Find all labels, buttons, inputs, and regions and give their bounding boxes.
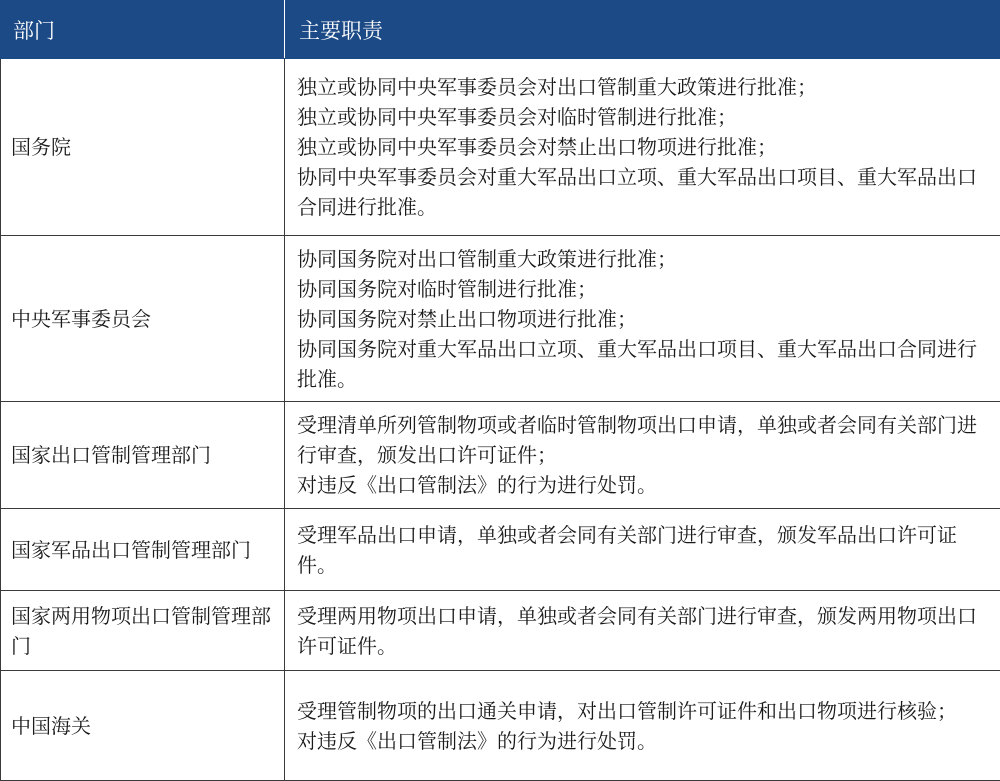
dept-cell: 国家出口管制管理部门 (1, 402, 285, 509)
header-dept: 部门 (1, 1, 285, 59)
duty-line: 独立或协同中央军事委员会对出口管制重大政策进行批准； (297, 72, 990, 102)
duty-line: 受理管制物项的出口通关申请，对出口管制许可证件和出口物项进行核验； (297, 696, 990, 726)
duty-line: 协同国务院对重大军品出口立项、重大军品出口项目、重大军品出口合同进行批准。 (297, 334, 990, 394)
duty-line: 独立或协同中央军事委员会对禁止出口物项进行批准； (297, 132, 990, 162)
table-row (1, 59, 1000, 236)
duty-cell (285, 59, 1000, 236)
dept-cell: 中国海关 (1, 671, 285, 781)
duty-cell (285, 402, 1000, 509)
duty-line: 对违反《出口管制法》的行为进行处罚。 (297, 470, 990, 500)
dept-cell: 中央军事委员会 (1, 236, 285, 402)
duty-line: 独立或协同中央军事委员会对临时管制进行批准； (297, 102, 990, 132)
duty-cell (285, 236, 1000, 402)
duty-line: 协同国务院对禁止出口物项进行批准； (297, 304, 990, 334)
table-row (1, 671, 1000, 781)
table-row (1, 236, 1000, 402)
duty-line: 对违反《出口管制法》的行为进行处罚。 (297, 726, 990, 756)
duty-line: 协同中央军事委员会对重大军品出口立项、重大军品出口项目、重大军品出口合同进行批准。 (297, 162, 990, 222)
dept-cell: 国家军品出口管制管理部门 (1, 509, 285, 591)
duty-cell (285, 591, 1000, 671)
table-row (1, 591, 1000, 671)
duty-cell (285, 671, 1000, 781)
header-duty: 主要职责 (285, 1, 1000, 59)
dept-cell: 国家两用物项出口管制管理部门 (1, 591, 285, 671)
duty-line: 协同国务院对临时管制进行批准； (297, 274, 990, 304)
duty-line: 受理军品出口申请，单独或者会同有关部门进行审查，颁发军品出口许可证件。 (297, 520, 990, 580)
table-row (1, 402, 1000, 509)
duty-line: 受理清单所列管制物项或者临时管制物项出口申请，单独或者会同有关部门进行审查，颁发出口许可证件； (297, 410, 990, 470)
duty-line: 受理两用物项出口申请，单独或者会同有关部门进行审查，颁发两用物项出口许可证件。 (297, 601, 990, 661)
duty-line: 协同国务院对出口管制重大政策进行批准； (297, 244, 990, 274)
dept-cell: 国务院 (1, 59, 285, 236)
table-header-row (1, 1, 1000, 59)
duty-cell (285, 509, 1000, 591)
table-row (1, 509, 1000, 591)
